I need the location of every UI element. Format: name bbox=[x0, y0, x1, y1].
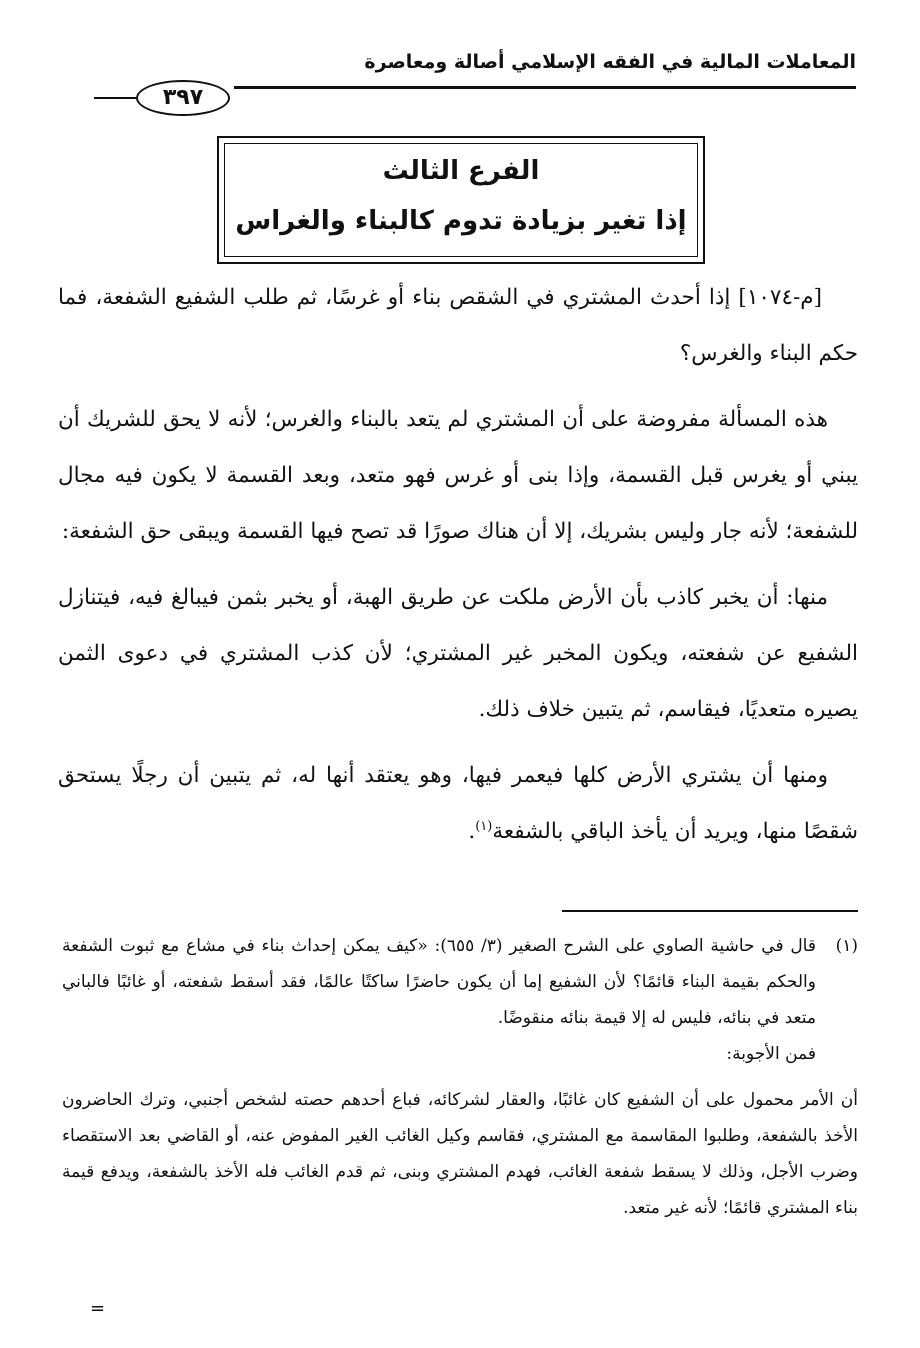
footnote-text: قال في حاشية الصاوي على الشرح الصغير (٣/ ٦٥٥): «كيف يمكن إحداث بناء في مشاع مع ثبوت الشفعة والحكم بقيمة البناء قائمًا؟ لأن الشفيع إما أن يكون حاضرًا ساكتًا عالمًا، فقد أسقط شفعته، أو غائبًا فالباني متعد في بنائه، فليس له إلا قيمة بنائه منقوضًا. bbox=[62, 936, 816, 1028]
section-subtitle: إذا تغير بزيادة تدوم كالبناء والغراس bbox=[235, 206, 687, 236]
footnote-text: فمن الأجوبة: bbox=[726, 1044, 816, 1064]
header-rule bbox=[234, 86, 856, 89]
section-title-frame bbox=[217, 136, 705, 264]
paragraph: منها: أن يخبر كاذب بأن الأرض ملكت عن طريق الهبة، أو يخبر بثمن فيبالغ فيه، فيتنازل الشفيع عن شفعته، ويكون المخبر غير المشتري؛ لأن كذب المشتري في دعوى الثمن يصيره متعديًا، فيقاسم، ثم يتبين خلاف ذلك. bbox=[58, 585, 858, 722]
footnote-item bbox=[62, 928, 858, 1072]
footnote-number: (١) bbox=[835, 936, 858, 956]
footnote-reference[interactable]: (١) bbox=[475, 818, 493, 834]
paragraph: هذه المسألة مفروضة على أن المشتري لم يتعد بالبناء والغرس؛ لأنه لا يحق للشريك أن يبني أو يغرس قبل القسمة، وإذا بنى أو غرس فهو متعد، وبعد القسمة لا يكون فيه مجال للشفعة؛ لأنه جار وليس بشريك، إلا أن هناك صورًا قد تصح فيها القسمة ويبقى حق الشفعة: bbox=[58, 407, 858, 544]
paragraph-end: . bbox=[468, 819, 476, 844]
header-rule-left bbox=[94, 97, 136, 99]
continued-mark: = bbox=[90, 1298, 106, 1319]
footnote-continuation: أن الأمر محمول على أن الشفيع كان غائبًا، والعقار لشركائه، فباع أحدهم حصته لشخص أجنبي، وترك الحاضرون الأخذ بالشفعة، وطلبوا المقاسمة مع المشتري، فقاسم وكيل الغائب الغير المفوض عنه، أو القاضي بعد الاستقصاء وضرب الأجل، وذلك لا يسقط شفعة الغائب، فهدم المشتري وبنى، ثم قدم الغائب فله الأخذ بالشفعة، ويدفع قيمة بناء المشتري قائمًا؛ لأنه غير متعد. bbox=[62, 1090, 858, 1218]
footnotes bbox=[62, 928, 858, 1226]
paragraph-text: ومنها أن يشتري الأرض كلها فيعمر فيها، وهو يعتقد أنها له، ثم يتبين أن رجلًا يستحق شقصًا منها، ويريد أن يأخذ الباقي بالشفعة bbox=[58, 763, 858, 844]
footnote-body bbox=[62, 928, 816, 1072]
section-title: الفرع الثالث bbox=[382, 156, 540, 186]
page-number: ٣٩٧ bbox=[136, 80, 230, 116]
running-title: المعاملات المالية في الفقه الإسلامي أصالة ومعاصرة bbox=[364, 51, 856, 73]
body-text bbox=[58, 270, 858, 870]
footnote-separator bbox=[562, 910, 858, 912]
paragraph bbox=[58, 748, 858, 860]
paragraph: [م-١٠٧٤] إذا أحدث المشتري في الشقص بناء أو غرسًا، ثم طلب الشفيع الشفعة، فما حكم البناء والغرس؟ bbox=[58, 285, 858, 366]
